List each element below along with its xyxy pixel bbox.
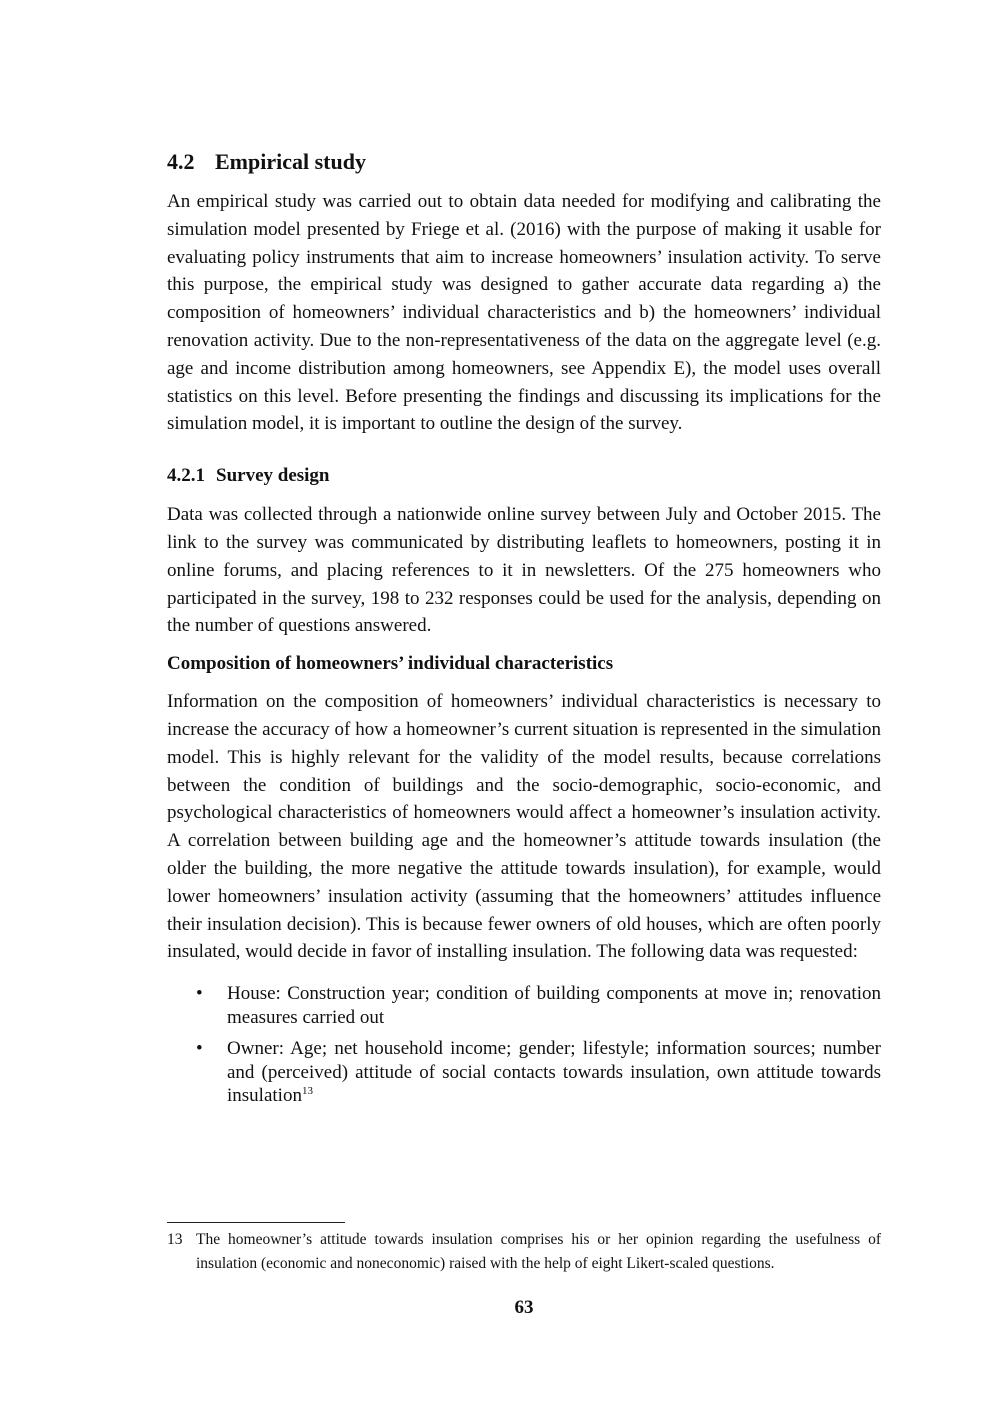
survey-design-paragraph: Data was collected through a nationwide online survey between July and October 2015. The link to the survey was communicated by distributing leaflets to homeowners, posting it in online forums, and placing references to it in newsletters. Of the 275 homeowners who participated in the survey, 198 to 232 responses could be used for the analysis, depending on the number of questions answered. [167,504,881,637]
page-body [167,148,881,1116]
subsection-number: 4.2.1 [167,465,205,487]
section-heading [167,148,881,176]
subsection-heading [167,462,881,489]
list-item [167,982,881,1029]
intro-paragraph: An empirical study was carried out to obtain data needed for modifying and calibrating the simulation model presented by Friege et al. (2016) with the purpose of making it usable for evaluating policy instruments that aim to increase homeowners’ insulation activity. To serve this purpose, the empirical study was designed to gather accurate data regarding a) the composition of homeowners’ individual characteristics and b) the homeowners’ individual renovation activity. Due to the non-representativeness of the data on the aggregate level (e.g. age and income distribution among homeowners, see Appendix E), the model uses overall statistics on this level. Before presenting the findings and discussing its implications for the simulation model, it is important to outline the design of the survey. [167,191,881,435]
requested-data-list [167,982,881,1108]
page-number: 63 [514,1297,534,1318]
composition-heading: Composition of homeowners’ individual characteristics [167,653,614,675]
footnote-number: 13 [167,1231,183,1248]
footnote-text: The homeowner’s attitude towards insulation comprises his or her opinion regarding the usefulness of insulation (economic and noneconomic) raised with the help of eight Likert-scaled questions. [196,1231,881,1272]
footnote-reference[interactable]: 13 [301,1085,313,1098]
footnote [167,1228,881,1275]
list-item-text: House: Construction year; condition of building components at move in; renovation measures carried out [227,983,881,1028]
composition-paragraph: Information on the composition of homeowners’ individual characteristics is necessary to increase the accuracy of how a homeowner’s current situation is represented in the simulation model. This is highly relevant for the validity of the model results, because correlations between the condition of buildings and the socio-demographic, socio-economic, and psychological characteristics of homeowners would affect a homeowner’s insulation activity. A correlation between building age and the homeowner’s attitude towards insulation (the older the building, the more negative the attitude towards insulation), for example, would lower homeowners’ insulation activity (assuming that the homeowners’ attitudes influence their insulation decision). This is because fewer owners of old houses, which are often poorly insulated, would decide in favor of installing insulation. The following data was requested: [167,691,881,963]
section-number: 4.2 [167,149,195,174]
bullet-marker: • [196,983,203,1005]
list-item [167,1037,881,1108]
subsection-title: Survey design [216,465,330,487]
list-item-text: Owner: Age; net household income; gender; lifestyle; information sources; number and (perceived) attitude of social contacts towards insulation, own attitude towards insulation [227,1038,881,1107]
section-title: Empirical study [215,149,366,174]
footnote-divider [167,1222,345,1223]
bullet-marker: • [196,1038,203,1060]
